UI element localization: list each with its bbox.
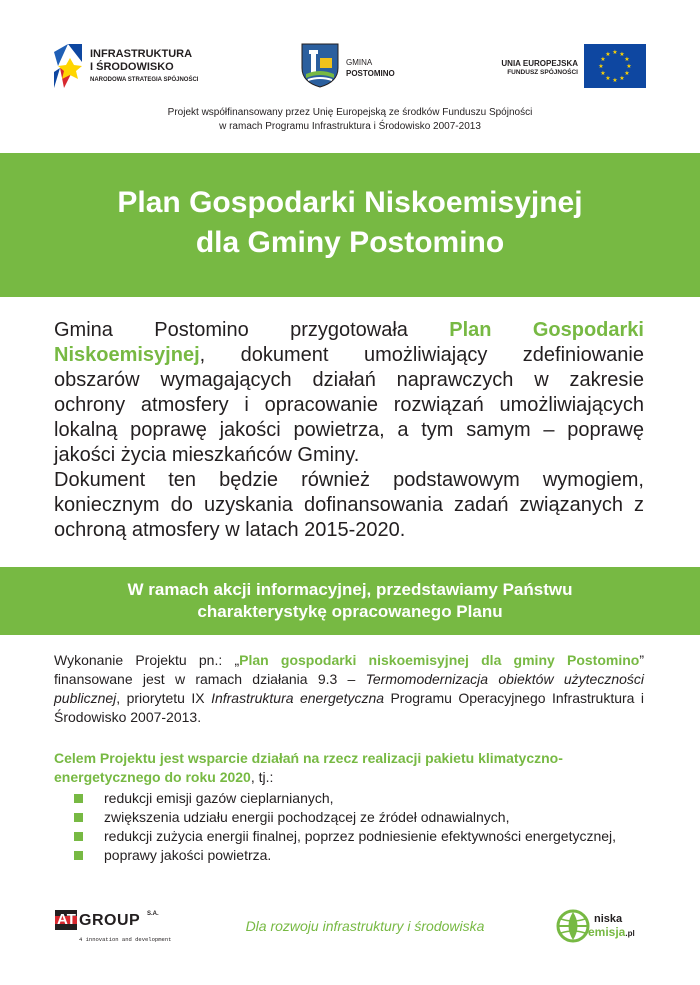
svg-text:★: ★ <box>605 51 611 58</box>
svg-text:★: ★ <box>624 56 630 63</box>
atgroup-suffix: S.A. <box>147 911 159 917</box>
svg-text:★: ★ <box>612 49 618 56</box>
svg-text:★: ★ <box>600 70 606 77</box>
eu-flag-icon <box>584 44 646 88</box>
cofunding-note: Projekt współfinansowany przez Unię Europejską ze środków Funduszu Spójności w ramach Programu Infrastruktura i Środowisko 2007-2013 <box>167 107 533 132</box>
logo-ue-subtitle: FUNDUSZ SPÓJNOŚCI <box>507 69 578 76</box>
page-title-line2: dla Gminy Postomino <box>195 226 505 259</box>
logo-is-subtitle: NARODOWA STRATEGIA SPÓJNOŚCI <box>90 77 199 83</box>
list-item: redukcji emisji gazów cieplarnianych, <box>74 789 634 808</box>
niska-line2: emisja.pl <box>588 925 635 939</box>
logo-niska-emisja <box>556 908 656 948</box>
logo-unia-europejska <box>488 44 648 90</box>
list-item: redukcji zużycia energii finalnej, poprzez podniesienie efektywności energetycznej, <box>74 827 634 846</box>
intro-paragraph-1: Gmina Postomino przygotowała Plan Gospodarki Niskoemisyjnej, dokument umożliwiający zdefiniowanie obszarów wymagających działań naprawczych w zakresie ochrony atmosfery i opracowanie rozwiązań umożliwiających lokalną poprawę jakości powietrza, a tym samym – poprawę jakości życia mieszkańców Gminy. <box>54 319 644 466</box>
list-item: zwiększenia udziału energii pochodzącej ze źródeł odnawialnych, <box>74 808 634 827</box>
svg-text:★: ★ <box>600 56 606 63</box>
bullet-square-icon <box>74 794 83 803</box>
intro-highlight: Plan Gospodarki Niskoemisyjnej <box>54 319 644 366</box>
svg-text:★: ★ <box>626 63 632 70</box>
logo-ue-title: UNIA EUROPEJSKA <box>501 59 578 68</box>
svg-text:★: ★ <box>619 75 625 82</box>
footer-slogan: Dla rozwoju infrastruktury i środowiska <box>245 918 485 934</box>
logo-gmina-text: GMINA POSTOMINO <box>346 58 395 78</box>
coat-of-arms-icon <box>300 42 340 88</box>
project-name: Plan gospodarki niskoemisyjnej dla gminy Postomino <box>239 652 640 668</box>
title-band <box>0 153 700 297</box>
bullet-square-icon <box>74 832 83 841</box>
atgroup-name: GROUP <box>79 912 141 929</box>
goal-list <box>74 789 634 865</box>
project-goal: Celem Projektu jest wsparcie działań na rzecz realizacji pakietu klimatyczno-energetycznego do roku 2020, tj.: <box>54 750 563 785</box>
niska-line1: niska <box>594 913 623 925</box>
intro-paragraph-2: Dokument ten będzie również podstawowym wymogiem, koniecznym do uzyskania dofinansowania zadań związanych z ochroną atmosfery w latach 2015-2020. <box>54 469 644 541</box>
infrastructure-star-icon <box>50 42 86 90</box>
project-description: Wykonanie Projektu pn.: „Plan gospodarki niskoemisyjnej dla gminy Postomino” finansowane jest w ramach działania 9.3 – Termomodernizacja obiektów użyteczności publicznej, priorytetu IX Infrastruktura energetyczna Programu Operacyjnego Infrastruktura i Środowisko 2007-2013. <box>54 652 644 725</box>
leaf-globe-icon <box>556 908 590 944</box>
svg-text:★: ★ <box>605 75 611 82</box>
info-band-line2: charakterystykę opracowanego Planu <box>197 602 503 621</box>
bullet-square-icon <box>74 851 83 860</box>
logo-infrastruktura-srodowisko <box>50 40 225 92</box>
info-band-line1: W ramach akcji informacyjnej, przedstawiamy Państwu <box>127 580 573 599</box>
logo-gmina-postomino <box>300 40 410 90</box>
svg-text:★: ★ <box>598 63 604 70</box>
bullet-square-icon <box>74 813 83 822</box>
svg-text:★: ★ <box>619 51 625 58</box>
list-item: poprawy jakości powietrza. <box>74 846 634 865</box>
intro-text <box>54 318 644 543</box>
svg-text:★: ★ <box>612 77 618 84</box>
logo-is-title: INFRASTRUKTURA I ŚRODOWISKO <box>90 48 193 73</box>
logo-atgroup: AT GROUP S.A. 4 innovation and development <box>57 911 172 943</box>
svg-text:★: ★ <box>624 70 630 77</box>
project-goal-highlight: Celem Projektu jest wsparcie działań na rzecz realizacji pakietu klimatyczno-energetycznego do roku 2020 <box>54 750 563 785</box>
info-band <box>0 567 700 635</box>
page-title-line1: Plan Gospodarki Niskoemisyjnej <box>117 186 583 219</box>
atgroup-tagline: 4 innovation and development <box>79 936 172 943</box>
